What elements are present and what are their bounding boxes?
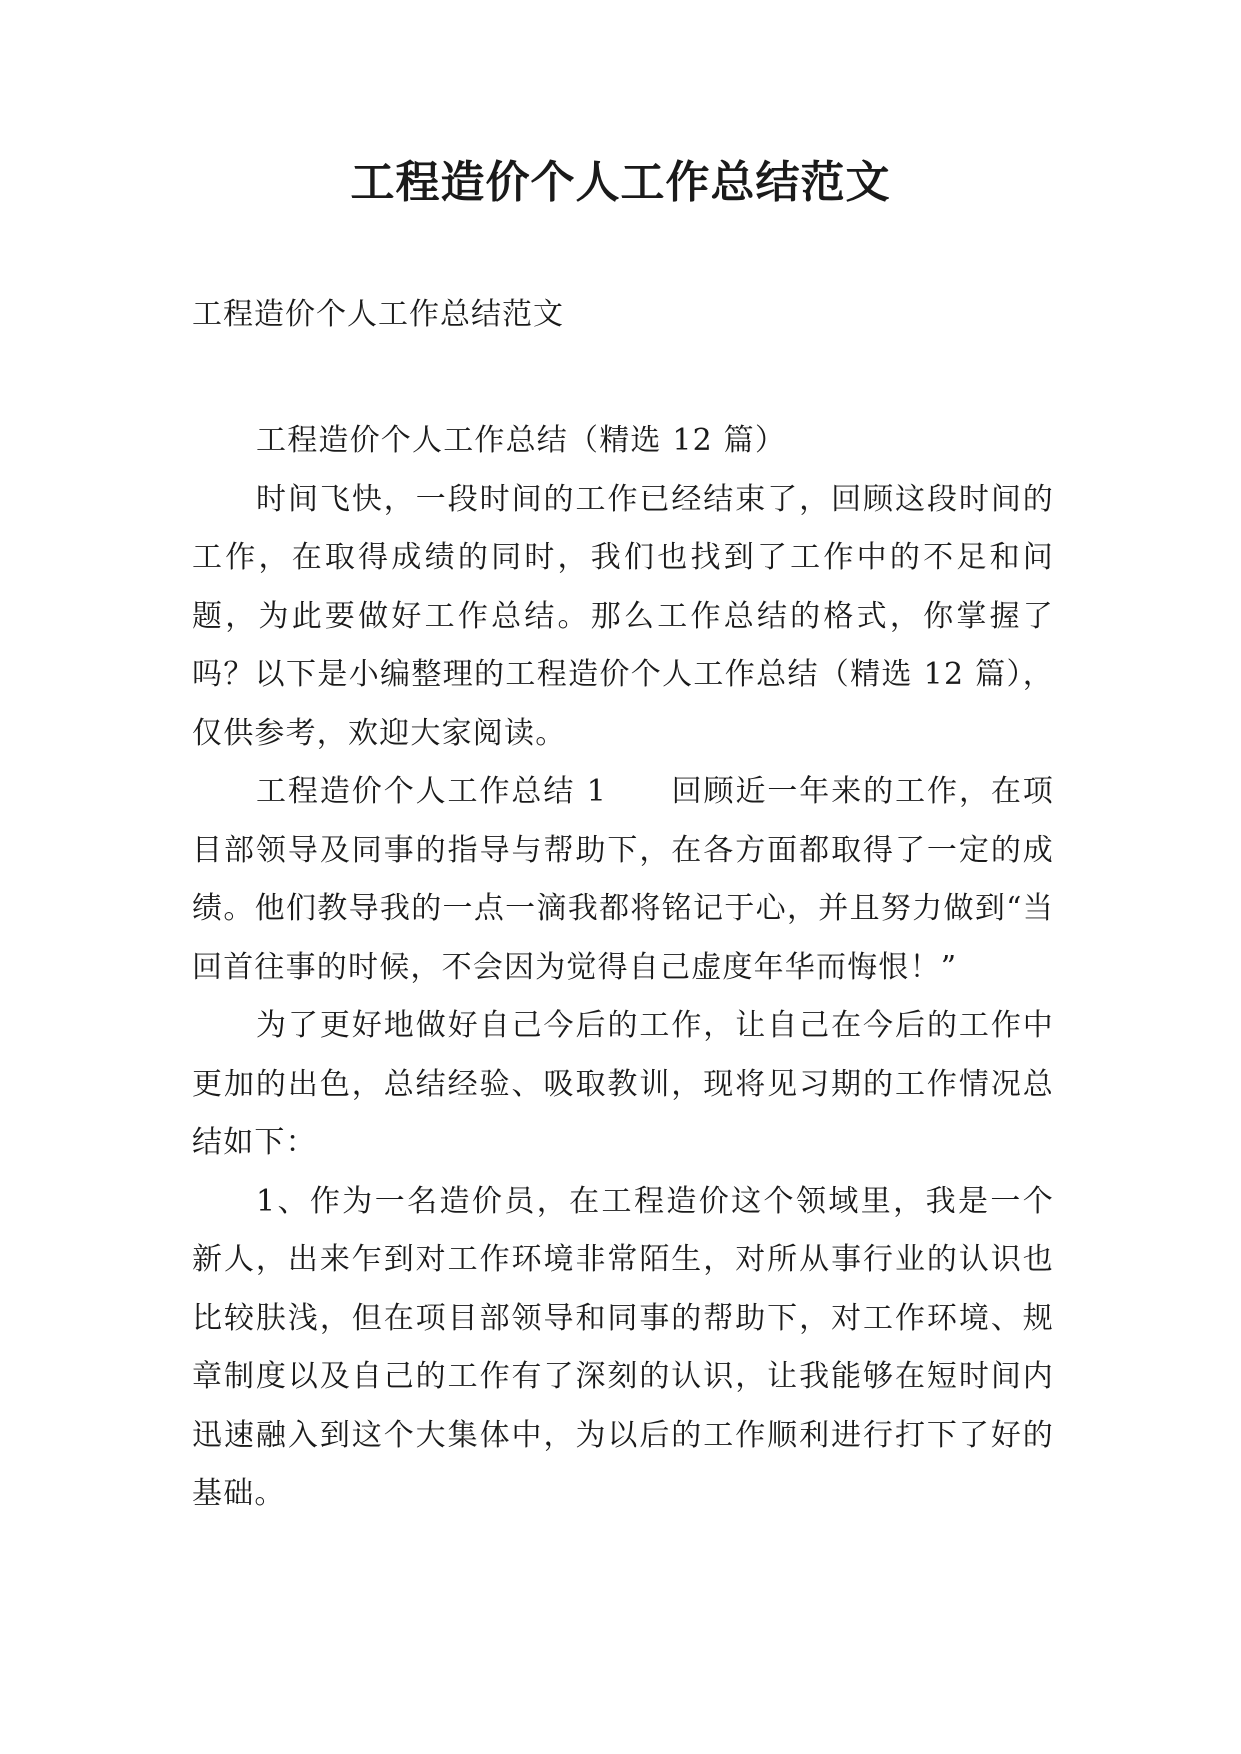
paragraph-item-1: 1、作为一名造价员，在工程造价这个领域里，我是一个新人，出来乍到对工作环境非常陌生，对所从事行业的认识也比较肤浅，但在项目部领导和同事的帮助下，对工作环境、规章制度以及自己的工作有了深刻的认识，让我能够在短时间内迅速融入到这个大集体中，为以后的工作顺利进行打下了好的基础。 [192, 1183, 1054, 1511]
document-body [192, 412, 1054, 1524]
document-title: 工程造价个人工作总结范文 [350, 157, 891, 208]
document-subtitle: 工程造价个人工作总结范文 [192, 297, 564, 332]
paragraph-intro: 时间飞快，一段时间的工作已经结束了，回顾这段时间的工作，在取得成绩的同时，我们也找到了工作中的不足和问题，为此要做好工作总结。那么工作总结的格式，你掌握了吗？以下是小编整理的工程造价个人工作总结（精选 12 篇），仅供参考，欢迎大家阅读。 [192, 481, 1054, 751]
paragraph-purpose: 为了更好地做好自己今后的工作，让自己在今后的工作中更加的出色，总结经验、吸取教训，现将见习期的工作情况总结如下： [192, 1008, 1054, 1160]
paragraph-heading: 工程造价个人工作总结（精选 12 篇） [256, 423, 787, 458]
paragraph-summary-1: 工程造价个人工作总结 1 回顾近一年来的工作，在项目部领导及同事的指导与帮助下，在各方面都取得了一定的成绩。他们教导我的一点一滴我都将铭记于心，并且努力做到“当回首往事的时候，不会因为觉得自己虚度年华而悔恨！” [192, 774, 1054, 985]
